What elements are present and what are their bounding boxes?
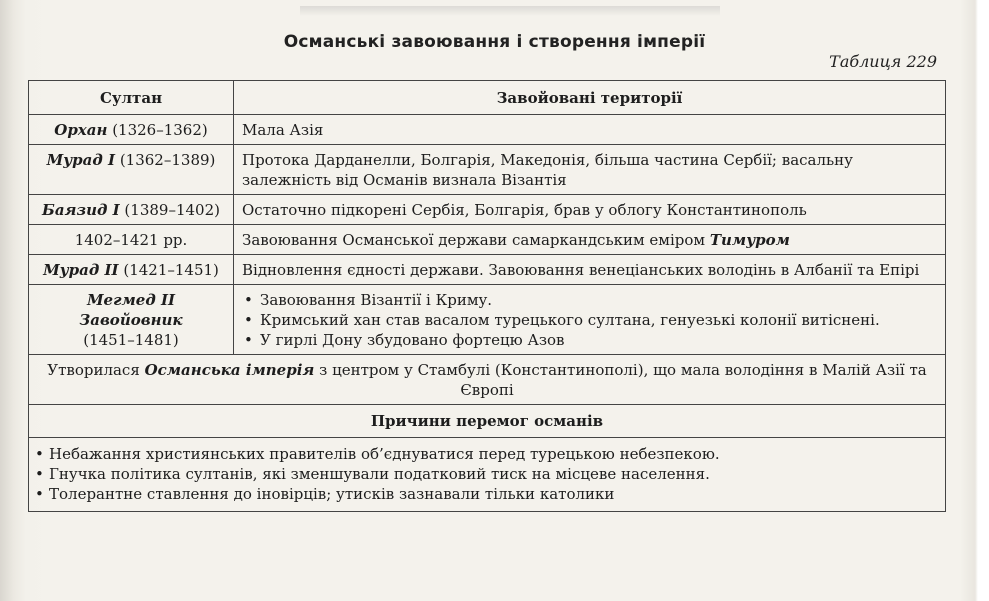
sultan-name: Мегмед ІІ Завойовник: [79, 291, 183, 329]
empire-row: [29, 355, 946, 405]
territories-cell: Відновлення єдності держави. Завоювання венеціанських володінь в Албанії та Епірі: [234, 255, 946, 285]
empire-summary: [29, 355, 946, 405]
header-row: [29, 81, 946, 115]
table-row: [29, 225, 946, 255]
list-item: • Завоювання Візантії і Криму.: [242, 290, 937, 310]
sultan-cell: [29, 225, 234, 255]
sultan-name: Орхан: [54, 121, 108, 139]
conquest-list: [242, 290, 937, 350]
sultan-cell: [29, 115, 234, 145]
table-row: [29, 195, 946, 225]
causes-list: [35, 444, 937, 504]
list-item: • У гирлі Дону збудовано фортецю Азов: [242, 330, 937, 350]
sultan-cell: [29, 145, 234, 195]
territories-cell: Протока Дарданелли, Болгарія, Македонія, більша частина Сербії; васальну залежність від Османів визнала Візантія: [234, 145, 946, 195]
list-item: • Небажання християнських правителів об’єднуватися перед турецькою небезпекою.: [35, 444, 937, 464]
list-item: • Толерантне ставлення до іновірців; утисків зазнавали тільки католики: [35, 484, 937, 504]
header-territories: Завойовані території: [234, 81, 946, 115]
timur-name: Тимуром: [709, 231, 790, 249]
conquests-table: [28, 80, 946, 512]
sultan-cell: [29, 255, 234, 285]
sultan-name: Баязид І: [42, 201, 120, 219]
header-sultan: Султан: [29, 81, 234, 115]
territories-cell: [234, 285, 946, 355]
page-title: Османські завоювання і створення імперії: [283, 32, 706, 52]
print-bleed-through: [300, 6, 720, 16]
territories-cell: Мала Азія: [234, 115, 946, 145]
territories-cell: Остаточно підкорені Сербія, Болгарія, брав у облогу Константинополь: [234, 195, 946, 225]
sultan-cell: [29, 195, 234, 225]
sultan-years: (1451–1481): [83, 331, 179, 349]
causes-row: [29, 438, 946, 512]
period-years: 1402–1421 рр.: [74, 231, 188, 249]
empire-text-after: з центром у Стамбулі (Константинополі), що мала володіння в Малій Азії та Європі: [319, 361, 927, 399]
empire-name: Османська імперія: [144, 361, 315, 379]
table-row: [29, 115, 946, 145]
causes-heading: Причини перемог османів: [29, 405, 946, 438]
territories-cell: [234, 225, 946, 255]
sultan-years: (1389–1402): [124, 201, 220, 219]
sultan-name: Мурад І: [46, 151, 116, 169]
list-item: • Гнучка політика султанів, які зменшували податковий тиск на місцеве населення.: [35, 464, 937, 484]
causes-heading-row: [29, 405, 946, 438]
sultan-name: Мурад ІІ: [43, 261, 119, 279]
sultan-years: (1362–1389): [119, 151, 216, 169]
causes-cell: [29, 438, 946, 512]
empire-text-before: Утворилася: [47, 361, 140, 379]
table-number: Таблиця 229: [829, 52, 937, 71]
table-row: [29, 145, 946, 195]
sultan-years: (1326–1362): [112, 121, 208, 139]
sultan-years: (1421–1451): [123, 261, 219, 279]
table-row: [29, 255, 946, 285]
territories-text: Завоювання Османської держави самаркандським еміром: [242, 231, 706, 249]
sultan-cell: [29, 285, 234, 355]
table-row: [29, 285, 946, 355]
list-item: • Кримський хан став васалом турецького султана, генуезькі колонії витіснені.: [242, 310, 937, 330]
